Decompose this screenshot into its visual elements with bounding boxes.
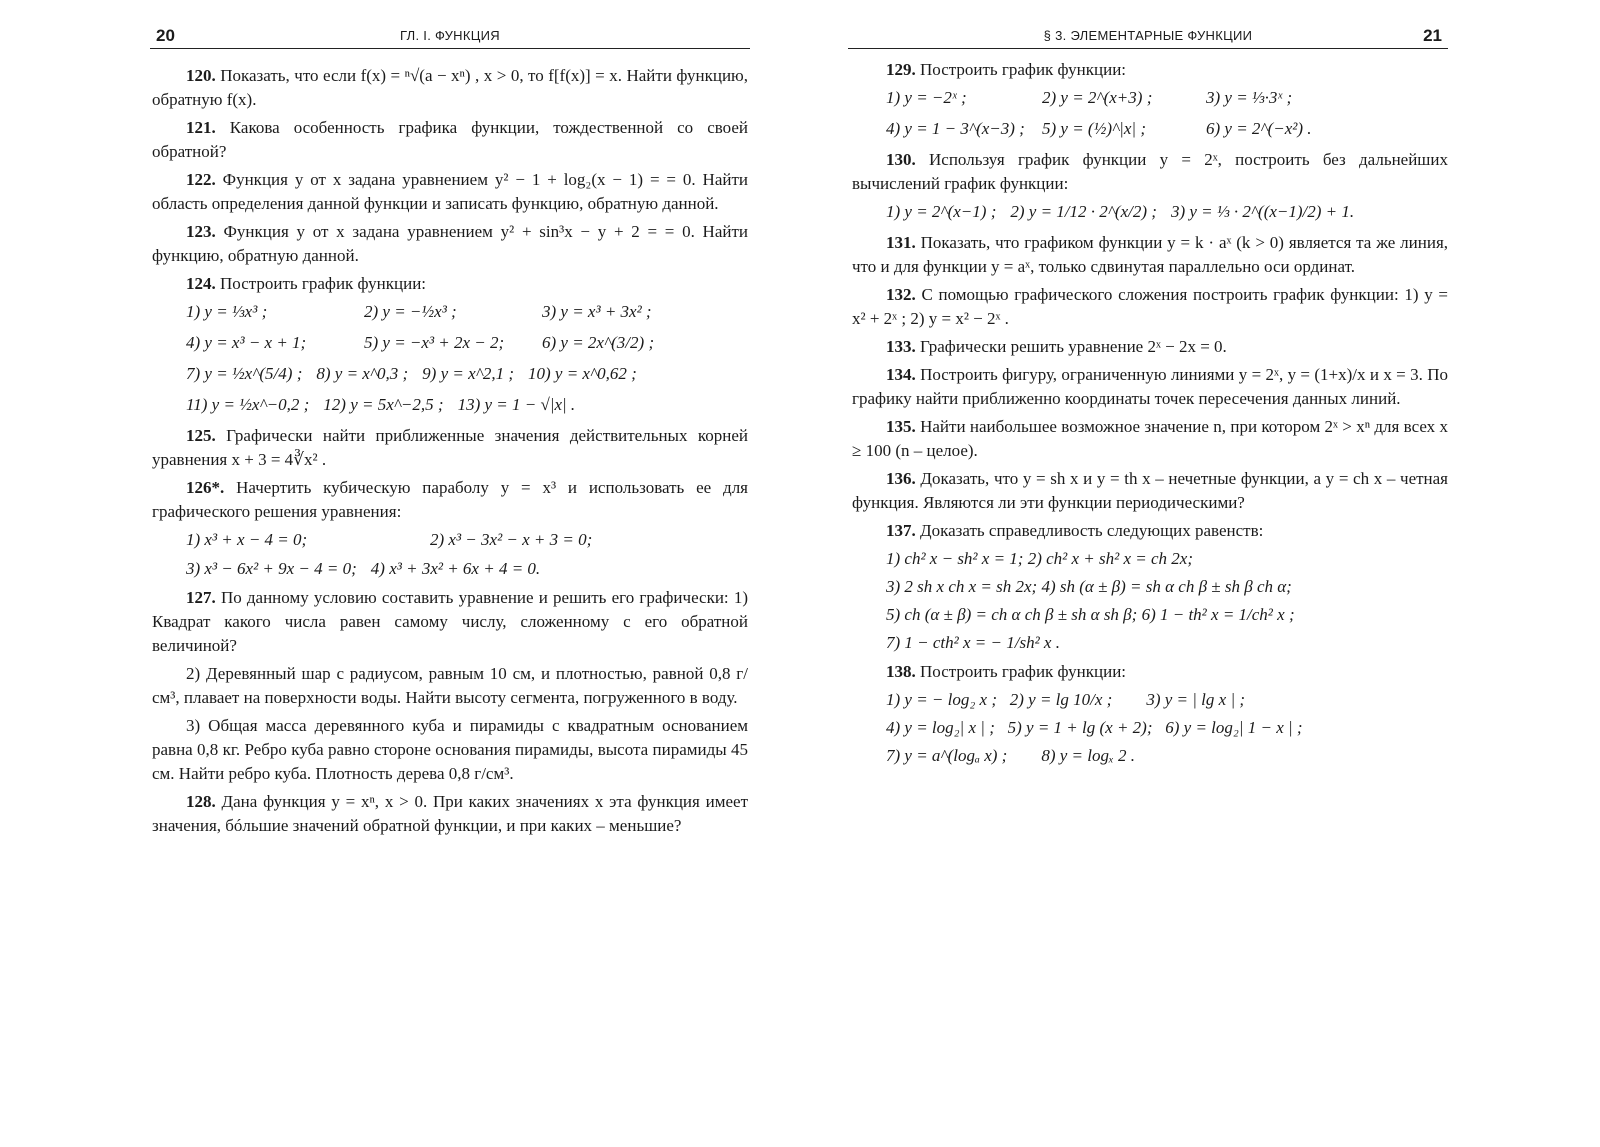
page-number: 20 bbox=[156, 26, 175, 45]
formula: 8) y = x^0,3 ; bbox=[316, 364, 409, 383]
formula: 6) y = 2^(−x²) . bbox=[1206, 119, 1312, 138]
problem-131 bbox=[852, 231, 1448, 279]
problem-number: 137. bbox=[886, 521, 916, 540]
formula: 12) y = 5x^−2,5 ; bbox=[323, 395, 444, 414]
running-title: § 3. ЭЛЕМЕНТАРНЫЕ ФУНКЦИИ bbox=[1043, 28, 1253, 43]
problem-number: 130. bbox=[886, 150, 916, 169]
formula: 1) x³ + x − 4 = 0; bbox=[186, 530, 308, 549]
problem-number: 129. bbox=[886, 60, 916, 79]
problem-text: Начертить кубическую параболу y = x³ и использовать ее для графического решения уравнения: bbox=[152, 478, 749, 521]
equation: 1) y = − log₂ x ; 2) y = lg 10/x ; 3) y = | lg x | ; bbox=[886, 690, 1246, 709]
formula-row bbox=[152, 300, 748, 324]
problem-number: 132. bbox=[886, 285, 916, 304]
problem-135 bbox=[852, 415, 1448, 463]
problem-122 bbox=[152, 168, 748, 216]
formula: 1) y = −2ˣ ; bbox=[886, 88, 967, 107]
problem-text: Построить фигуру, ограниченную линиями y = 2ˣ, y = (1+x)/x и x = 3. По графику найти приближенно координаты точек пересечения данных линий. bbox=[852, 365, 1448, 408]
formula: 4) y = 1 − 3^(x−3) ; bbox=[886, 119, 1025, 138]
problem-number: 122. bbox=[186, 170, 216, 189]
formula: 3) y = ⅓·3ˣ ; bbox=[1206, 88, 1293, 107]
problem-text: Дана функция y = xⁿ, x > 0. При каких значениях x эта функция имеет значения, бóльшие значений обратной функции, и при каких – меньшие? bbox=[152, 792, 748, 835]
problem-number: 128. bbox=[186, 792, 216, 811]
formula: 2) y = −½x³ ; bbox=[364, 302, 457, 321]
problem-number: 138. bbox=[886, 662, 916, 681]
problem-134 bbox=[852, 363, 1448, 411]
problem-number: 121. bbox=[186, 118, 216, 137]
problem-127-part-2: 2) Деревянный шар с радиусом, равным 10 см, и плотностью, равной 0,8 г/см³, плавает на поверхности воды. Найти высоту сегмента, погруженного в воду. bbox=[152, 664, 748, 707]
formula: 3) y = x³ + 3x² ; bbox=[542, 302, 652, 321]
problem-number: 127. bbox=[186, 588, 216, 607]
problem-128 bbox=[152, 790, 748, 838]
formula: 1) y = ⅓x³ ; bbox=[186, 302, 268, 321]
formula: 2) y = 2^(x+3) ; bbox=[1042, 88, 1153, 107]
problem-text: Доказать, что y = sh x и y = th x – нечетные функции, а y = ch x – четная функция. Являются ли эти функции периодическими? bbox=[852, 469, 1449, 512]
problem-126 bbox=[152, 476, 748, 524]
problem-number: 134. bbox=[886, 365, 916, 384]
formula: 11) y = ½x^−0,2 ; bbox=[186, 395, 310, 414]
problem-136 bbox=[852, 467, 1448, 515]
formula: 10) y = x^0,62 ; bbox=[527, 364, 637, 383]
equation: 7) 1 − cth² x = − 1/sh² x . bbox=[886, 633, 1060, 652]
formula: 3) x³ − 6x² + 9x − 4 = 0; bbox=[186, 559, 357, 578]
problem-text: Графически решить уравнение 2ˣ − 2x = 0. bbox=[920, 337, 1227, 356]
formula-row bbox=[152, 557, 748, 581]
right-page-body bbox=[852, 58, 1448, 773]
problem-124 bbox=[152, 272, 748, 296]
problem-text: Построить график функции: bbox=[220, 274, 427, 293]
problem-text: Построить график функции: bbox=[920, 662, 1127, 681]
formula: 5) y = −x³ + 2x − 2; bbox=[364, 333, 505, 352]
problem-125 bbox=[152, 424, 748, 472]
problem-130 bbox=[852, 148, 1448, 196]
equation: 7) y = a^(logₐ x) ; 8) y = logₓ 2 . bbox=[886, 746, 1136, 765]
formula: 3) y = ⅓ · 2^((x−1)/2) + 1. bbox=[1170, 202, 1355, 221]
formula-row bbox=[152, 362, 748, 386]
running-title: ГЛ. I. ФУНКЦИЯ bbox=[400, 28, 500, 43]
problem-number: 125. bbox=[186, 426, 216, 445]
problem-120 bbox=[152, 64, 748, 112]
problem-text: Найти наибольшее возможное значение n, при котором 2ˣ > xⁿ для всех x ≥ 100 (n – целое). bbox=[852, 417, 1448, 460]
problem-number: 126*. bbox=[186, 478, 225, 497]
formula: 2) y = 1/12 · 2^(x/2) ; bbox=[1010, 202, 1157, 221]
problem-number: 136. bbox=[886, 469, 916, 488]
problem-number: 124. bbox=[186, 274, 216, 293]
right-page-header bbox=[848, 22, 1448, 49]
problem-text: С помощью графического сложения построить график функции: 1) y = x² + 2ˣ ; 2) y = x² − 2ˣ . bbox=[852, 285, 1449, 328]
problem-text: Показать, что графиком функции y = k · aˣ (k > 0) является та же линия, что и для функции y = aˣ, только сдвинутая параллельно оси ординат. bbox=[852, 233, 1449, 276]
formula: 7) y = ½x^(5/4) ; bbox=[186, 364, 303, 383]
problem-text: Функция y от x задана уравнением y² + sin³x − y + 2 = = 0. Найти функцию, обратную данной. bbox=[152, 222, 748, 265]
problem-number: 123. bbox=[186, 222, 216, 241]
problem-text: По данному условию составить уравнение и решить его графически: 1) Квадрат какого числа равен самому числу, сложенному с его обратной величиной? bbox=[152, 588, 748, 655]
equation-list bbox=[852, 688, 1448, 768]
formula: 1) y = 2^(x−1) ; bbox=[886, 202, 997, 221]
problem-132 bbox=[852, 283, 1448, 331]
left-page-body bbox=[152, 64, 748, 842]
problem-127 bbox=[152, 586, 748, 658]
formula: 4) y = x³ − x + 1; bbox=[186, 333, 307, 352]
equation-list bbox=[852, 547, 1448, 655]
problem-number: 133. bbox=[886, 337, 916, 356]
formula-row bbox=[852, 200, 1448, 224]
problem-text: Доказать справедливость следующих равенств: bbox=[920, 521, 1264, 540]
page-number: 21 bbox=[1423, 26, 1442, 45]
formula: 4) x³ + 3x² + 6x + 4 = 0. bbox=[370, 559, 541, 578]
equation: 1) ch² x − sh² x = 1; 2) ch² x + sh² x = ch 2x; bbox=[886, 549, 1194, 568]
problem-text: Используя график функции y = 2ˣ, построить без дальнейших вычислений график функции: bbox=[852, 150, 1448, 193]
problem-number: 131. bbox=[886, 233, 916, 252]
problem-text: Графически найти приближенные значения действительных корней уравнения x + 3 = 4∛x² . bbox=[152, 426, 749, 469]
problem-127-part-3: 3) Общая масса деревянного куба и пирамиды с квадратным основанием равна 0,8 кг. Ребро куба равно стороне основания пирамиды, высота пирамиды 45 см. Найти ребро куба. Плотность дерева 0,8 г/см³. bbox=[152, 716, 748, 783]
left-page-header bbox=[150, 22, 750, 49]
problem-text: Какова особенность графика функции, тождественной со своей обратной? bbox=[152, 118, 748, 161]
problem-133 bbox=[852, 335, 1448, 359]
problem-text: Функция y от x задана уравнением y² − 1 + log₂(x − 1) = = 0. Найти область определения данной функции и записать функцию, обратную данной. bbox=[152, 170, 749, 213]
formula-row bbox=[152, 528, 748, 552]
problem-123 bbox=[152, 220, 748, 268]
problem-138 bbox=[852, 660, 1448, 684]
problem-number: 120. bbox=[186, 66, 216, 85]
problem-121 bbox=[152, 116, 748, 164]
equation: 5) ch (α ± β) = ch α ch β ± sh α sh β; 6) 1 − th² x = 1/ch² x ; bbox=[886, 605, 1295, 624]
problem-137 bbox=[852, 519, 1448, 543]
formula: 5) y = (½)^|x| ; bbox=[1042, 119, 1146, 138]
formula-row bbox=[852, 117, 1448, 141]
formula: 13) y = 1 − √|x| . bbox=[457, 395, 576, 414]
formula-row bbox=[152, 393, 748, 417]
formula: 6) y = 2x^(3/2) ; bbox=[542, 333, 655, 352]
formula-row bbox=[152, 331, 748, 355]
problem-text: Показать, что если f(x) = ⁿ√(a − xⁿ) , x > 0, то f[f(x)] = x. Найти функцию, обратную f(x). bbox=[152, 66, 748, 109]
equation: 4) y = log₂| x | ; 5) y = 1 + lg (x + 2); 6) y = log₂| 1 − x | ; bbox=[886, 718, 1303, 737]
problem-number: 135. bbox=[886, 417, 916, 436]
equation: 3) 2 sh x ch x = sh 2x; 4) sh (α ± β) = sh α ch β ± sh β ch α; bbox=[886, 577, 1292, 596]
problem-129 bbox=[852, 58, 1448, 82]
formula: 9) y = x^2,1 ; bbox=[422, 364, 514, 383]
problem-text: Построить график функции: bbox=[920, 60, 1127, 79]
right-page bbox=[800, 0, 1600, 1147]
formula-row bbox=[852, 86, 1448, 110]
formula: 2) x³ − 3x² − x + 3 = 0; bbox=[430, 530, 593, 549]
